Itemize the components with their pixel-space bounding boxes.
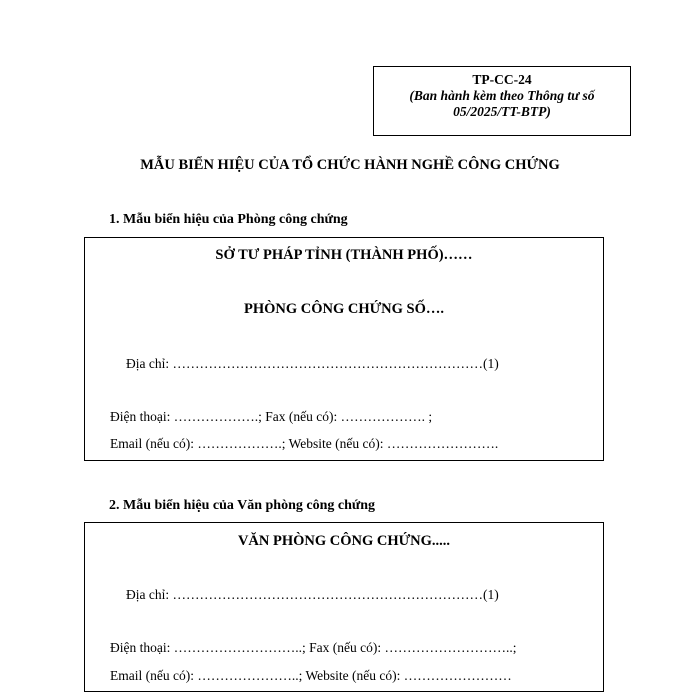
form-code: TP-CC-24 [472, 72, 532, 87]
sign1-email-website: Email (nếu có): ……………….; Website (nếu có): ……………………. [110, 436, 499, 451]
form-code-box [373, 66, 631, 136]
sign1-phone-fax: Điện thoại: ……………….; Fax (nếu có): ………………. ; [110, 409, 433, 424]
sign1-office-name: PHÒNG CÔNG CHỨNG SỐ…. [243, 301, 445, 317]
notary-office-sign-box [84, 237, 604, 461]
document-title: MẪU BIỂN HIỆU CỦA TỔ CHỨC HÀNH NGHỀ CÔNG CHỨNG [140, 157, 560, 173]
sign2-email-website: Email (nếu có): …………………..; Website (nếu có): …………………… [110, 668, 512, 683]
sign2-firm-name: VĂN PHÒNG CÔNG CHỨNG..... [237, 533, 451, 549]
section2-heading: 2. Mẫu biển hiệu của Văn phòng công chứng [109, 498, 376, 513]
sign1-address: Địa chỉ: ……………………………………………………………(1) [126, 356, 499, 371]
form-note-line1: (Ban hành kèm theo Thông tư số [409, 88, 595, 103]
sign1-authority: SỞ TƯ PHÁP TỈNH (THÀNH PHỐ)…… [215, 247, 473, 263]
sign2-address: Địa chỉ: ……………………………………………………………(1) [126, 587, 499, 602]
form-note-line2: 05/2025/TT-BTP) [453, 104, 551, 119]
sign2-phone-fax: Điện thoại: ………………………..; Fax (nếu có): ………………………..; [110, 640, 517, 655]
notary-firm-sign-box [84, 522, 604, 692]
section1-heading: 1. Mẫu biển hiệu của Phòng công chứng [109, 212, 348, 227]
